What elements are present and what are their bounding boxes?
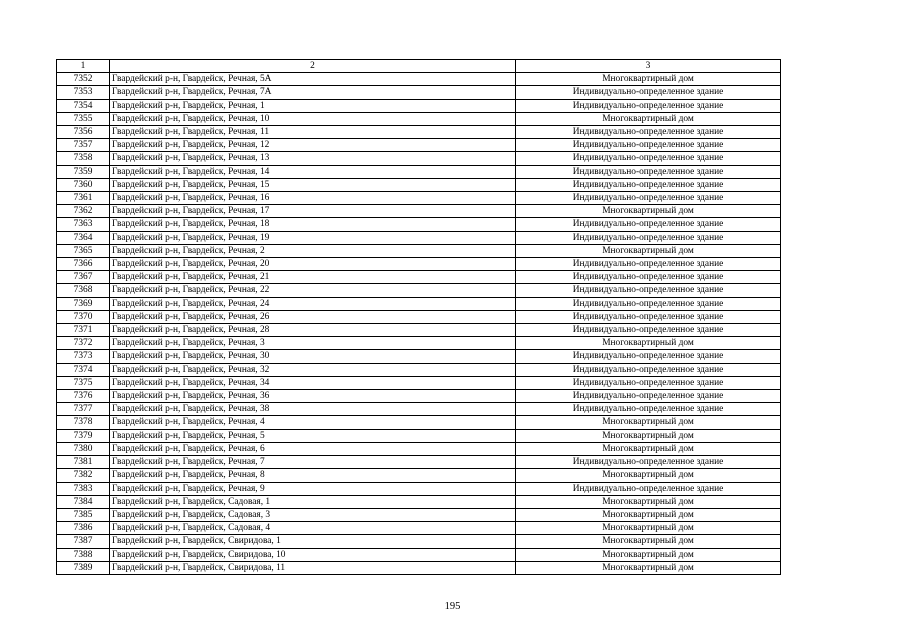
row-number-cell: 7356 — [57, 126, 110, 139]
building-type-cell: Индивидуально-определенное здание — [516, 297, 781, 310]
building-type-cell: Многоквартирный дом — [516, 429, 781, 442]
building-type-cell: Индивидуально-определенное здание — [516, 152, 781, 165]
table-row — [57, 337, 781, 350]
table-row — [57, 165, 781, 178]
address-cell: Гвардейский р-н, Гвардейск, Речная, 6 — [110, 442, 516, 455]
row-number-cell: 7372 — [57, 337, 110, 350]
page-number: 195 — [444, 601, 461, 612]
building-type-cell: Индивидуально-определенное здание — [516, 363, 781, 376]
address-cell: Гвардейский р-н, Гвардейск, Речная, 12 — [110, 139, 516, 152]
address-cell: Гвардейский р-н, Гвардейск, Речная, 11 — [110, 126, 516, 139]
address-cell: Гвардейский р-н, Гвардейск, Речная, 4 — [110, 416, 516, 429]
building-type-cell: Многоквартирный дом — [516, 535, 781, 548]
building-type-cell: Многоквартирный дом — [516, 548, 781, 561]
building-type-cell: Индивидуально-определенное здание — [516, 403, 781, 416]
address-cell: Гвардейский р-н, Гвардейск, Речная, 18 — [110, 218, 516, 231]
address-cell: Гвардейский р-н, Гвардейск, Речная, 10 — [110, 112, 516, 125]
table-row — [57, 390, 781, 403]
row-number-cell: 7352 — [57, 73, 110, 86]
building-type-cell: Индивидуально-определенное здание — [516, 192, 781, 205]
table-row — [57, 350, 781, 363]
address-cell: Гвардейский р-н, Гвардейск, Речная, 32 — [110, 363, 516, 376]
row-number-cell: 7379 — [57, 429, 110, 442]
building-type-cell: Многоквартирный дом — [516, 495, 781, 508]
row-number-cell: 7371 — [57, 324, 110, 337]
building-type-cell: Индивидуально-определенное здание — [516, 284, 781, 297]
table-row — [57, 508, 781, 521]
building-type-cell: Многоквартирный дом — [516, 112, 781, 125]
table-header-row — [57, 60, 781, 73]
building-type-cell: Индивидуально-определенное здание — [516, 350, 781, 363]
address-cell: Гвардейский р-н, Гвардейск, Речная, 19 — [110, 231, 516, 244]
row-number-cell: 7380 — [57, 442, 110, 455]
table-row — [57, 442, 781, 455]
row-number-cell: 7389 — [57, 561, 110, 574]
table-row — [57, 231, 781, 244]
address-cell: Гвардейский р-н, Гвардейск, Речная, 1 — [110, 99, 516, 112]
address-cell: Гвардейский р-н, Гвардейск, Речная, 16 — [110, 192, 516, 205]
building-type-cell: Индивидуально-определенное здание — [516, 271, 781, 284]
column-header-3: 3 — [516, 60, 781, 73]
row-number-cell: 7374 — [57, 363, 110, 376]
table-row — [57, 218, 781, 231]
table-row — [57, 469, 781, 482]
table-body — [57, 60, 781, 575]
table-row — [57, 152, 781, 165]
table-row — [57, 310, 781, 323]
address-cell: Гвардейский р-н, Гвардейск, Речная, 7А — [110, 86, 516, 99]
row-number-cell: 7375 — [57, 376, 110, 389]
address-cell: Гвардейский р-н, Гвардейск, Речная, 36 — [110, 390, 516, 403]
address-cell: Гвардейский р-н, Гвардейск, Свиридова, 11 — [110, 561, 516, 574]
table-row — [57, 258, 781, 271]
row-number-cell: 7354 — [57, 99, 110, 112]
row-number-cell: 7378 — [57, 416, 110, 429]
table-row — [57, 126, 781, 139]
building-type-cell: Многоквартирный дом — [516, 244, 781, 257]
row-number-cell: 7361 — [57, 192, 110, 205]
address-cell: Гвардейский р-н, Гвардейск, Речная, 5 — [110, 429, 516, 442]
building-type-cell: Многоквартирный дом — [516, 469, 781, 482]
building-type-cell: Индивидуально-определенное здание — [516, 139, 781, 152]
table-row — [57, 192, 781, 205]
address-cell: Гвардейский р-н, Гвардейск, Садовая, 4 — [110, 522, 516, 535]
building-type-cell: Многоквартирный дом — [516, 561, 781, 574]
table-row — [57, 139, 781, 152]
building-type-cell: Индивидуально-определенное здание — [516, 258, 781, 271]
table-row — [57, 363, 781, 376]
row-number-cell: 7386 — [57, 522, 110, 535]
address-cell: Гвардейский р-н, Гвардейск, Речная, 22 — [110, 284, 516, 297]
row-number-cell: 7373 — [57, 350, 110, 363]
building-type-cell: Индивидуально-определенное здание — [516, 86, 781, 99]
row-number-cell: 7367 — [57, 271, 110, 284]
address-cell: Гвардейский р-н, Гвардейск, Речная, 28 — [110, 324, 516, 337]
row-number-cell: 7368 — [57, 284, 110, 297]
table-row — [57, 535, 781, 548]
row-number-cell: 7355 — [57, 112, 110, 125]
table-row — [57, 178, 781, 191]
row-number-cell: 7388 — [57, 548, 110, 561]
row-number-cell: 7366 — [57, 258, 110, 271]
row-number-cell: 7358 — [57, 152, 110, 165]
building-type-cell: Многоквартирный дом — [516, 416, 781, 429]
building-type-cell: Многоквартирный дом — [516, 73, 781, 86]
address-cell: Гвардейский р-н, Гвардейск, Речная, 7 — [110, 456, 516, 469]
row-number-cell: 7360 — [57, 178, 110, 191]
address-cell: Гвардейский р-н, Гвардейск, Речная, 38 — [110, 403, 516, 416]
address-cell: Гвардейский р-н, Гвардейск, Речная, 24 — [110, 297, 516, 310]
address-cell: Гвардейский р-н, Гвардейск, Садовая, 1 — [110, 495, 516, 508]
address-cell: Гвардейский р-н, Гвардейск, Речная, 34 — [110, 376, 516, 389]
row-number-cell: 7369 — [57, 297, 110, 310]
table-row — [57, 297, 781, 310]
table-row — [57, 456, 781, 469]
building-type-cell: Многоквартирный дом — [516, 337, 781, 350]
building-type-cell: Индивидуально-определенное здание — [516, 376, 781, 389]
table-row — [57, 429, 781, 442]
row-number-cell: 7362 — [57, 205, 110, 218]
building-type-cell: Индивидуально-определенное здание — [516, 231, 781, 244]
row-number-cell: 7381 — [57, 456, 110, 469]
row-number-cell: 7353 — [57, 86, 110, 99]
table-row — [57, 376, 781, 389]
table-row — [57, 495, 781, 508]
address-cell: Гвардейский р-н, Гвардейск, Речная, 15 — [110, 178, 516, 191]
building-registry-table — [56, 59, 781, 575]
row-number-cell: 7370 — [57, 310, 110, 323]
table-row — [57, 522, 781, 535]
row-number-cell: 7364 — [57, 231, 110, 244]
column-header-1: 1 — [57, 60, 110, 73]
row-number-cell: 7387 — [57, 535, 110, 548]
address-cell: Гвардейский р-н, Гвардейск, Речная, 21 — [110, 271, 516, 284]
table-row — [57, 548, 781, 561]
row-number-cell: 7357 — [57, 139, 110, 152]
address-cell: Гвардейский р-н, Гвардейск, Свиридова, 1 — [110, 535, 516, 548]
building-type-cell: Многоквартирный дом — [516, 442, 781, 455]
address-cell: Гвардейский р-н, Гвардейск, Речная, 14 — [110, 165, 516, 178]
table-row — [57, 73, 781, 86]
column-header-2: 2 — [110, 60, 516, 73]
building-type-cell: Индивидуально-определенное здание — [516, 178, 781, 191]
building-type-cell: Индивидуально-определенное здание — [516, 482, 781, 495]
building-type-cell: Индивидуально-определенное здание — [516, 218, 781, 231]
row-number-cell: 7359 — [57, 165, 110, 178]
address-cell: Гвардейский р-н, Гвардейск, Речная, 8 — [110, 469, 516, 482]
table-row — [57, 482, 781, 495]
building-type-cell: Индивидуально-определенное здание — [516, 165, 781, 178]
address-cell: Гвардейский р-н, Гвардейск, Речная, 3 — [110, 337, 516, 350]
table-row — [57, 99, 781, 112]
building-type-cell: Индивидуально-определенное здание — [516, 99, 781, 112]
row-number-cell: 7383 — [57, 482, 110, 495]
table-row — [57, 205, 781, 218]
row-number-cell: 7365 — [57, 244, 110, 257]
table-row — [57, 403, 781, 416]
table-row — [57, 324, 781, 337]
building-type-cell: Индивидуально-определенное здание — [516, 324, 781, 337]
building-type-cell: Многоквартирный дом — [516, 205, 781, 218]
building-type-cell: Многоквартирный дом — [516, 522, 781, 535]
address-cell: Гвардейский р-н, Гвардейск, Речная, 20 — [110, 258, 516, 271]
address-cell: Гвардейский р-н, Гвардейск, Речная, 17 — [110, 205, 516, 218]
address-cell: Гвардейский р-н, Гвардейск, Речная, 9 — [110, 482, 516, 495]
row-number-cell: 7385 — [57, 508, 110, 521]
row-number-cell: 7384 — [57, 495, 110, 508]
row-number-cell: 7376 — [57, 390, 110, 403]
building-type-cell: Индивидуально-определенное здание — [516, 310, 781, 323]
address-cell: Гвардейский р-н, Гвардейск, Свиридова, 10 — [110, 548, 516, 561]
address-cell: Гвардейский р-н, Гвардейск, Речная, 5А — [110, 73, 516, 86]
building-type-cell: Индивидуально-определенное здание — [516, 126, 781, 139]
table-row — [57, 271, 781, 284]
row-number-cell: 7363 — [57, 218, 110, 231]
row-number-cell: 7377 — [57, 403, 110, 416]
address-cell: Гвардейский р-н, Гвардейск, Речная, 26 — [110, 310, 516, 323]
table-row — [57, 244, 781, 257]
table-row — [57, 416, 781, 429]
table-row — [57, 112, 781, 125]
row-number-cell: 7382 — [57, 469, 110, 482]
address-cell: Гвардейский р-н, Гвардейск, Садовая, 3 — [110, 508, 516, 521]
building-type-cell: Многоквартирный дом — [516, 508, 781, 521]
building-type-cell: Индивидуально-определенное здание — [516, 456, 781, 469]
building-type-cell: Индивидуально-определенное здание — [516, 390, 781, 403]
table-row — [57, 86, 781, 99]
table-row — [57, 561, 781, 574]
address-cell: Гвардейский р-н, Гвардейск, Речная, 2 — [110, 244, 516, 257]
table-row — [57, 284, 781, 297]
address-cell: Гвардейский р-н, Гвардейск, Речная, 30 — [110, 350, 516, 363]
address-cell: Гвардейский р-н, Гвардейск, Речная, 13 — [110, 152, 516, 165]
